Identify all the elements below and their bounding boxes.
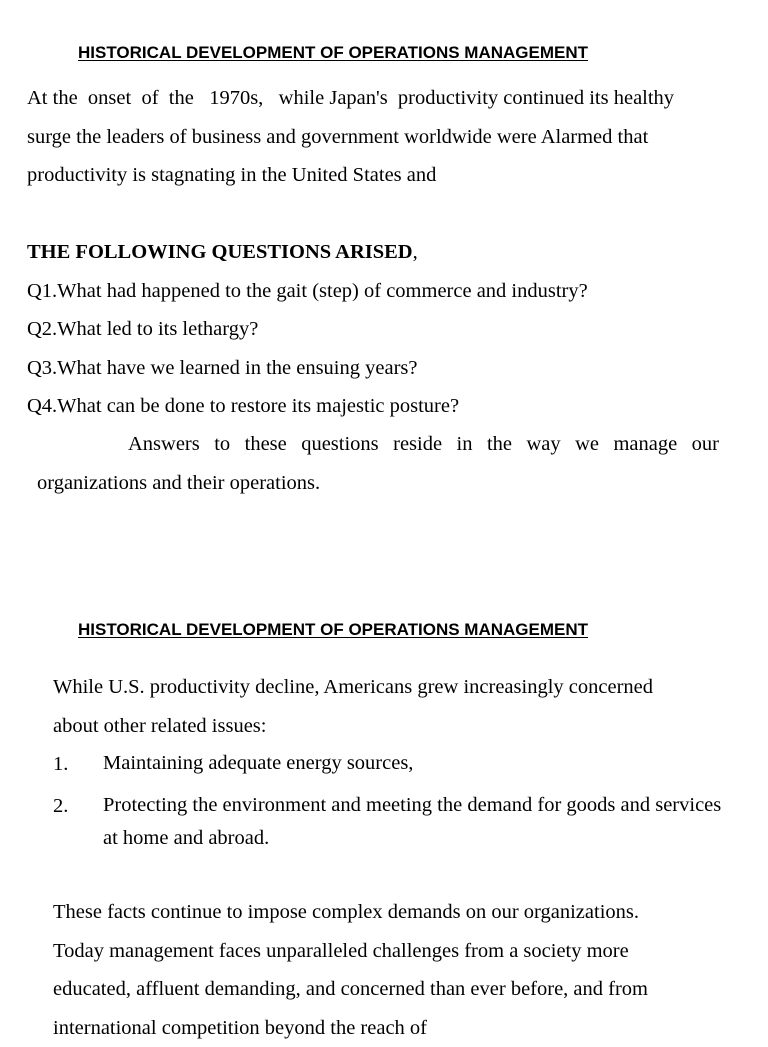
section-2-heading: HISTORICAL DEVELOPMENT OF OPERATIONS MANAGEMENT [78,620,588,640]
question-4: Q4.What can be done to restore its majestic posture? [27,387,588,426]
answer-line-1: Answers to these questions reside in the way we manage our [27,425,719,464]
closing-line-1: These facts continue to impose complex demands on our organizations. [53,893,648,932]
questions-heading-punct: , [413,241,418,263]
intro-line-1: At the onset of the 1970s, while Japan's productivity continued its healthy [27,79,737,118]
questions-heading: THE FOLLOWING QUESTIONS ARISED [27,241,413,263]
section-2-intro [53,668,653,745]
answer-paragraph [27,425,719,502]
issues-list [53,745,733,855]
question-3: Q3.What have we learned in the ensuing years? [27,349,588,388]
intro-line-2: surge the leaders of business and government worldwide were Alarmed that [27,118,737,157]
section-1-intro [27,79,737,195]
questions-heading-line [27,233,588,272]
list-item-number: 2. [53,787,103,855]
questions-block [27,233,588,426]
list-item-text: Maintaining adequate energy sources, [103,745,413,784]
section-2-intro-line-1: While U.S. productivity decline, Americans grew increasingly concerned [53,668,653,707]
question-2: Q2.What led to its lethargy? [27,310,588,349]
closing-line-2: Today management faces unparalleled challenges from a society more [53,932,648,971]
list-item-text: Protecting the environment and meeting the demand for goods and services at home and abroad. [103,787,733,855]
list-item [53,745,733,784]
section-1-heading: HISTORICAL DEVELOPMENT OF OPERATIONS MANAGEMENT [78,43,588,63]
list-item-number: 1. [53,745,103,784]
intro-line-3: productivity is stagnating in the United States and [27,156,737,195]
closing-line-4: international competition beyond the reach of [53,1009,648,1047]
answer-line-2: organizations and their operations. [27,464,719,503]
question-1: Q1.What had happened to the gait (step) of commerce and industry? [27,272,588,311]
list-item [53,787,733,855]
closing-line-3: educated, affluent demanding, and concerned than ever before, and from [53,970,648,1009]
section-2-intro-line-2: about other related issues: [53,707,653,746]
